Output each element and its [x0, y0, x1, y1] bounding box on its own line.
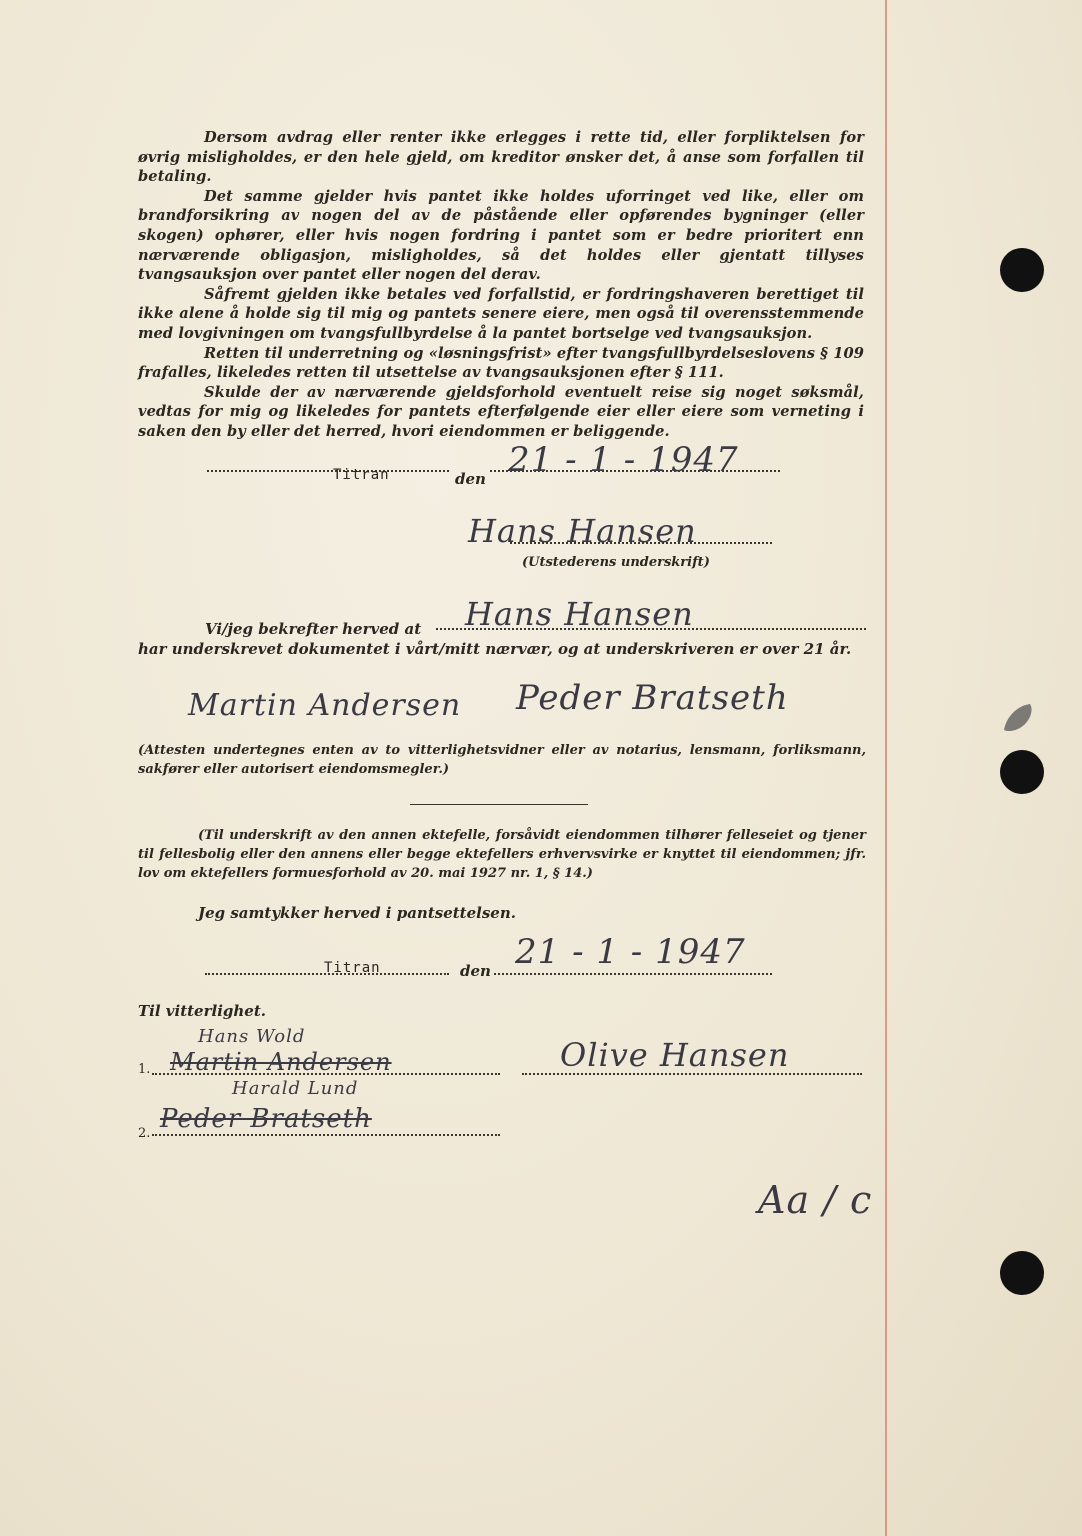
witness-1-name: Hans Wold — [198, 1026, 306, 1047]
witness-1-struck: Martin Andersen — [170, 1048, 392, 1076]
spouse-note: (Til underskrift av den annen ektefelle, forsåvidt eiendommen tilhører felleseiet og tjener til fellesbolig eller den annens eller begge ektefellers erhvervsvirke er knyttet til eiendommen; jfr. lov om ektefellers formuesforhold av 20. mai 1927 nr. 1, § 14.) — [138, 828, 866, 881]
ink-blot-icon — [1000, 700, 1040, 734]
paragraph-notice: Retten til underretning og «løsningsfrist» efter tvangsfullbyrdelseslovens § 109 frafalles, likeledes retten til utsettelse av tvangsauksjonen efter § 111. — [138, 344, 864, 382]
punch-hole-icon — [1000, 248, 1044, 292]
witness-2-struck: Peder Bratseth — [160, 1104, 372, 1134]
date-line-2 — [494, 973, 772, 975]
witness-heading: Til vitterlighet. — [138, 1002, 266, 1020]
paragraph-maturity: Såfremt gjelden ikke betales ved forfallstid, er fordringshaveren berettiget til ikke alene å holde sig til mig og pantets senere eiere, men også til overensstemmende med lovgivningen om tvangsfullbyrdelse å la pantet bortselge ved tvangsauksjon. — [138, 285, 864, 342]
spouse-signature-line — [522, 1073, 862, 1075]
consent-text: Jeg samtykker herved i pantsettelsen. — [198, 904, 516, 922]
spouse-signature: Olive Hansen — [560, 1036, 790, 1074]
place-2: Titran — [324, 960, 381, 976]
paragraph-default: Dersom avdrag eller renter ikke erlegges i rette tid, eller forpliktelsen for øvrig misligholdes, er den hele gjeld, om kreditor ønsker det, å anse som forfallen til betaling. — [138, 129, 864, 186]
confirm-label: Vi/jeg bekrefter herved at — [205, 620, 422, 638]
confirm-name-signature: Hans Hansen — [465, 595, 694, 633]
witness-signature-1: Martin Andersen — [188, 688, 462, 723]
issuer-signature: Hans Hansen — [468, 512, 697, 550]
confirm-line2: har underskrevet dokumentet i vårt/mitt nærvær, og at underskriveren er over 21 år. — [138, 640, 852, 658]
den-label-1: den — [455, 470, 486, 488]
issuer-caption: (Utstederens underskrift) — [522, 555, 710, 570]
date-handwritten-1: 21 - 1 - 1947 — [508, 440, 739, 480]
witness-1-line — [152, 1073, 500, 1075]
date-handwritten-2: 21 - 1 - 1947 — [515, 932, 746, 972]
issuer-signature-line — [510, 542, 772, 544]
punch-hole-icon — [1000, 750, 1044, 794]
witness-2-name: Harald Lund — [232, 1078, 359, 1099]
margin-mark: Aa / c — [758, 1178, 873, 1222]
punch-hole-icon — [1000, 1251, 1044, 1295]
place-line-1 — [207, 470, 449, 472]
divider — [410, 804, 588, 805]
den-label-2: den — [460, 962, 491, 980]
place-1: Titran — [333, 467, 390, 483]
terms-text — [138, 128, 864, 442]
witness-number-2: 2. — [138, 1126, 151, 1141]
witness-2-line — [152, 1134, 500, 1136]
witness-number-1: 1. — [138, 1062, 151, 1077]
paragraph-collateral: Det samme gjelder hvis pantet ikke holdes uforringet ved like, eller om brandforsikring av nogen del av de påstående eller opførendes bygninger (eller skogen) ophører, eller hvis nogen fordring i pantet som er bedre prioritert enn nærværende obligasjon, misligholdes, så det holdes eller gjentatt tillyses tvangsauksjon over pantet eller nogen del derav. — [138, 187, 864, 284]
witness-signature-2: Peder Bratseth — [516, 678, 789, 718]
paragraph-venue: Skulde der av nærværende gjeldsforhold eventuelt reise sig noget søksmål, vedtas for mig og likeledes for pantets efterfølgende eier eller eiere som verneting i saken den by eller det herred, hvori eiendommen er beliggende. — [138, 383, 864, 440]
margin-line — [885, 0, 887, 1536]
attest-note: (Attesten undertegnes enten av to vitterlighetsvidner eller av notarius, lensmann, forliksmann, sakfører eller autorisert eiendomsmegler.) — [138, 743, 866, 777]
